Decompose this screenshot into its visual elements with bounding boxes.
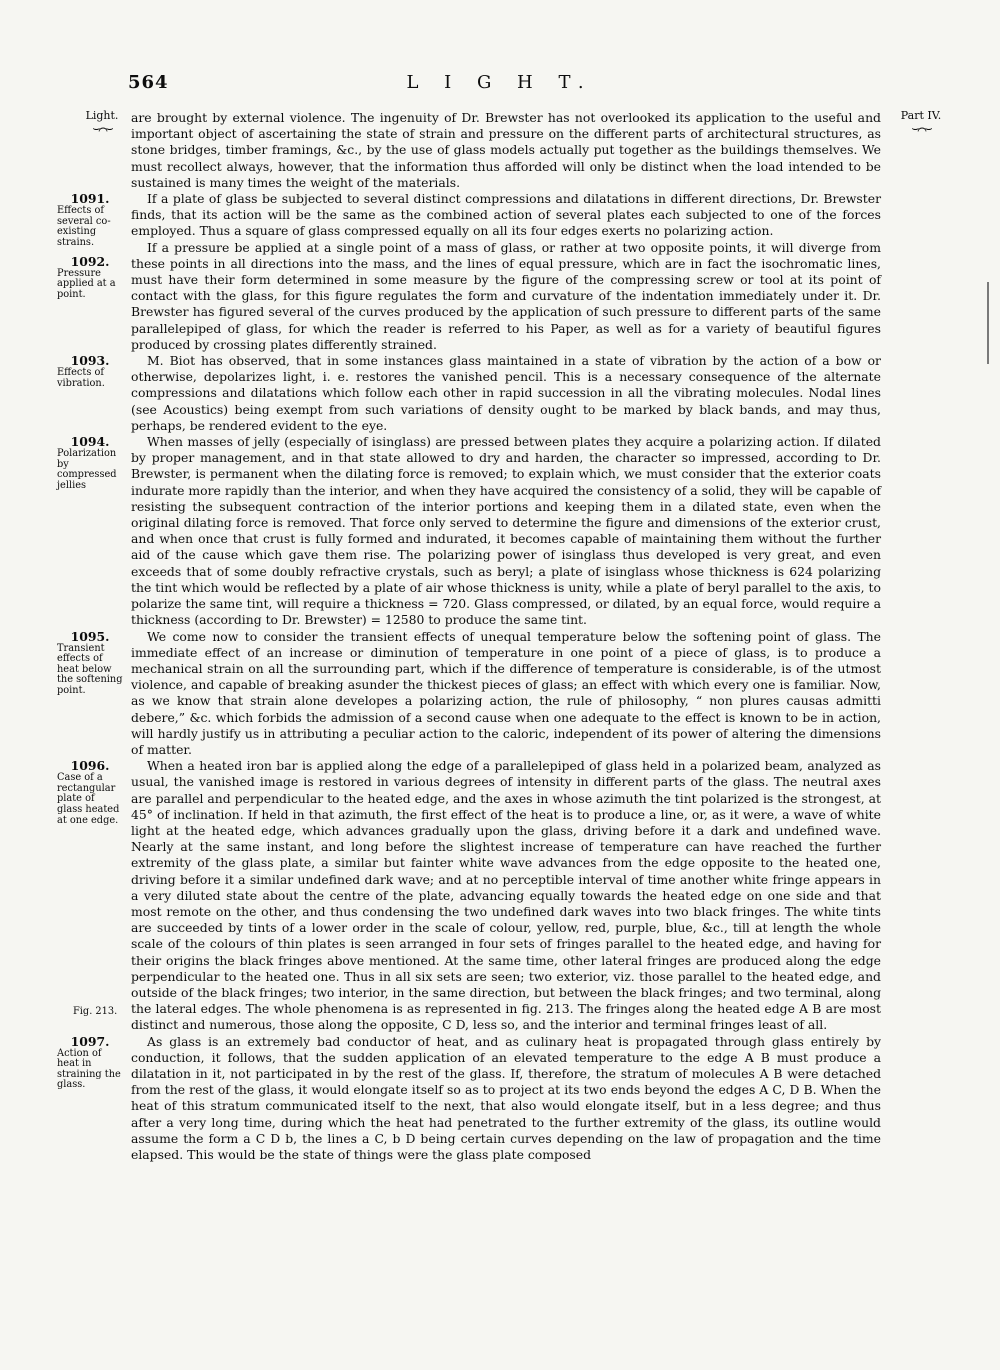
paragraph-text: are brought by external violence. The ingenuity of Dr. Brewster has not overlooked its application to the useful and important object of ascertaining the state of strain and pressure on the different parts of architectural structures, as stone bridges, timber framings, &c., by the use of glass models actually put together as the buildings themselves. We must recollect always, however, that the information thus afforded will only be distinct when the load intended to be sustained is many times the weight of the materials. <box>131 110 881 190</box>
margin-note-1095 <box>57 629 123 697</box>
section-note: Polarization by compressed jellies <box>57 448 117 491</box>
left-marker-label: Light. <box>85 109 119 122</box>
paragraph-1093 <box>57 353 881 434</box>
paragraph-text: When a heated iron bar is applied along the edge of a parallelepiped of glass held in a polarized beam, analyzed as usual, the vanished image is restored in various degrees of intensity in different parts of the glass. The neutral axes are parallel and perpendicular to the heated edge, and the axes in whose azimuth the tint polarized is the strongest, at 45° of inclination. If held in that azimuth, the first effect of the heat is to produce a line, or, as it were, a wave of white light at the heated edge, which advances gradually upon the glass, driving before it a dark and undefined wave. Nearly at the same instant, and long before the slightest increase of temperature can have reached the further extremity of the glass plate, a similar but fainter white wave advances from the edge opposite to the heated one, driving before it a similar undefined dark wave; and at no perceptible interval of time another white fringe appears in a very diluted state about the centre of the plate, advancing equally towards the heated edge on one side and that most remote on the other, and thus condensing the two undefined dark waves into two black fringes. The white tints are succeeded by tints of a lower order in the scale of colour, yellow, red, purple, blue, &c., till at length the whole scale of the colours of thin plates is seen arranged in four sets of fringes parallel to the heated edge, and having for their origins the black fringes above mentioned. At the same time, other lateral fringes are produced along the edge perpendicular to the heated one. Thus in all six sets are seen; two exterior, viz. those parallel to the heated edge, and outside of the black fringes; two interior, in the same direction, but between the black fringes; and two terminal, along the lateral edges. The whole phenomena is as represented in fig. 213. The fringes along the heated edge A B are most distinct and numerous, those along the opposite, C D, less so, and the interior and terminal fringes least of all. <box>131 758 881 1033</box>
paragraph-1092 <box>57 239 881 353</box>
margin-note-1091 <box>57 191 123 248</box>
paragraph-text: If a pressure be applied at a single point of a mass of glass, or rather at two opposite points, it will diverge from these points in all directions into the mass, and the lines of equal pressure, which are in fact the isochromatic lines, must have their form determined in some measure by the figure of the compressing screw or tool at its point of contact with the glass, for this figure regulates the form and curvature of the indentation immediately under it. Dr. Brewster has figured several of the curves produced by the application of such pressure to different parts of the same parallelepiped of glass, for which the reader is referred to his Paper, as well as for a variety of beautiful figures produced by crossing plates differently strained. <box>131 239 881 352</box>
paragraph-1091 <box>57 191 881 248</box>
section-number: 1095. <box>70 628 110 644</box>
swash-ornament-icon: ⌣⌒⌣ <box>911 121 931 135</box>
left-section-marker <box>78 110 126 134</box>
paragraph-1094 <box>57 434 881 628</box>
margin-note-1096 <box>57 758 123 826</box>
paragraph-text: When masses of jelly (especially of isinglass) are pressed between plates they acquire a polarizing action. If dilated by proper management, and in that state allowed to dry and harden, the character so impressed, according to Dr. Brewster, is permanent when the dilating force is removed; to explain which, we must consider that the exterior coats indurate more rapidly than the interior, and when they have acquired the consistency of a solid, they will be capable of resisting the subsequent contraction of the interior portions and keeping them in a dilated state, even when the original dilating force is removed. That force only served to determine the figure and dimensions of the exterior crust, and when once that crust is fully formed and indurated, it becomes capable of maintaining them without the further aid of the cause which gave them rise. The polarizing power of isinglass thus developed is very great, and even exceeds that of some doubly refractive crystals, such as beryl; a plate of isinglass whose thickness is 624 polarizing the tint which would be reflected by a plate of air whose thickness is unity, while a plate of beryl parallel to the axis, to polarize the same tint, will require a thickness = 720. Glass compressed, or dilated, by an equal force, would require a thickness (according to Dr. Brewster) = 12580 to produce the same tint. <box>131 434 881 628</box>
margin-note-1093 <box>57 353 123 389</box>
section-note: Action of heat in straining the glass. <box>57 1047 121 1091</box>
right-section-marker <box>895 110 947 134</box>
page-edge-mark <box>987 282 989 364</box>
margin-note-1094 <box>57 434 123 491</box>
section-number: 1092. <box>70 253 110 269</box>
running-title: L I G H T. <box>406 72 594 93</box>
margin-note-1097 <box>57 1034 123 1091</box>
paragraph-1096 <box>57 758 881 1033</box>
paragraph-text: M. Biot has observed, that in some instances glass maintained in a state of vibration by the action of a bow or otherwise, depolarizes light, i. e. restores the vanished pencil. This is a necessary consequence of the alternate compressions and dilatations which follow each other in rapid succession in all the vibrating molecules. Nodal lines (see Acoustics) being exempt from such variations of density ought to be marked by black bands, and may thus, perhaps, be rendered evident to the eye. <box>131 353 881 433</box>
section-number: 1096. <box>70 758 110 774</box>
margin-note-1092 <box>57 254 123 301</box>
paragraph-1097 <box>57 1033 881 1164</box>
running-header <box>0 72 1000 96</box>
paragraph-1095 <box>57 628 881 759</box>
section-number: 1091. <box>70 191 110 207</box>
section-note: Effects of several co-existing strains. <box>57 205 111 248</box>
paragraph-continuation <box>131 110 881 191</box>
main-text-column <box>57 110 881 1163</box>
section-number: 1094. <box>70 434 110 450</box>
section-note: Pressure applied at a point. <box>57 267 116 300</box>
figure-reference-note: Fig. 213. <box>73 1005 118 1017</box>
section-note: Effects of vibration. <box>57 367 105 389</box>
section-number: 1097. <box>70 1033 110 1049</box>
section-note: Case of a rectangular plate of glass heated at one edge. <box>57 772 120 826</box>
paragraph-text: We come now to consider the transient effects of unequal temperature below the softening point of glass. The immediate effect of an increase or diminution of temperature in one point of a piece of glass, is to produce a mechanical strain on all the surrounding part, which if the difference of temperature is considerable, is of the utmost violence, and capable of breaking asunder the thickest pieces of glass; an effect with which every one is familiar. Now, as we know that strain alone developes a polarizing action, the rule of philosophy, “ non plures causas admitti debere,” &c. which forbids the admission of a second cause when one adequate to the effect is known to be in action, will hardly justify us in attributing a peculiar action to the caloric, independent of its power of altering the dimensions of matter. <box>131 628 881 757</box>
right-marker-label: Part IV. <box>900 109 942 122</box>
section-number: 1093. <box>70 353 110 369</box>
page-number: 564 <box>128 72 169 93</box>
paragraph-text: As glass is an extremely bad conductor of heat, and as culinary heat is propagated through glass entirely by conduction, it follows, that the sudden application of an elevated temperature to the edge A B must produce a dilatation in it, not participated in by the rest of the glass. If, therefore, the stratum of molecules A B were detached from the rest of the glass, it would elongate itself so as to project at its two ends beyond the edges A C, D B. When the heat of this stratum communicated itself to the next, that also would elongate itself, but in a less degree; and thus after a very long time, during which the heat had penetrated to the further extremity of the glass, its outline would assume the form a C D b, the lines a C, b D being certain curves depending on the law of propagation and the time elapsed. This would be the state of things were the glass plate composed <box>131 1033 881 1162</box>
swash-ornament-icon: ⌣⌒⌣ <box>92 121 112 135</box>
section-note: Transient effects of heat below the softening point. <box>57 642 123 696</box>
paragraph-text: If a plate of glass be subjected to several distinct compressions and dilatations in different directions, Dr. Brewster finds, that its action will be the same as the combined action of several plates each subjected to one of the forces employed. Thus a square of glass compressed equally on all its four edges exerts no polarizing action. <box>131 191 881 239</box>
